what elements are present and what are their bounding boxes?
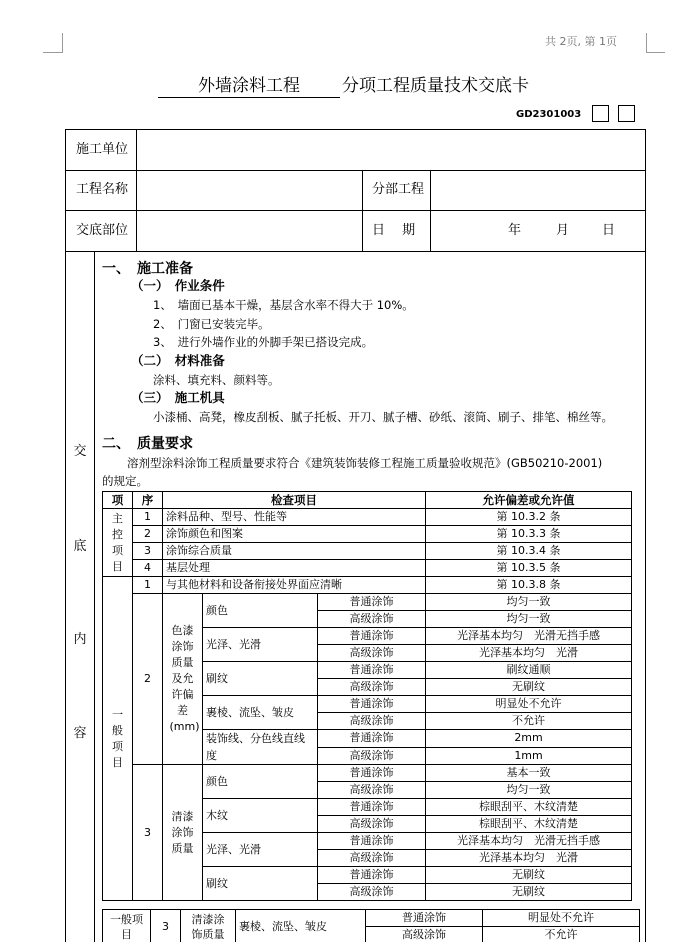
subsection-heading: （二） 材料准备 <box>131 353 225 368</box>
grade-cell: 普通涂饰 <box>318 696 426 713</box>
col-divider <box>430 170 431 251</box>
crop-mark-left-v <box>62 33 63 53</box>
item-cell: 与其他材料和设备衔接处界面应清晰 <box>163 577 426 594</box>
list-item: 1、 墙面已基本干燥，基层含水率不得大于 10%。 <box>153 298 414 312</box>
grade-cell: 高级涂饰 <box>318 713 426 730</box>
value-cell: 明显处不允许 <box>426 696 632 713</box>
main-control-label: 主控项目 <box>103 509 133 577</box>
general-label: 一般项目 <box>103 577 133 901</box>
seq-cell: 2 <box>133 526 163 543</box>
grade-cell: 普通涂饰 <box>318 730 426 748</box>
project-label: 工程名称 <box>76 182 129 197</box>
seq-cell: 1 <box>133 509 163 526</box>
table-row <box>103 509 632 526</box>
item-name-cell: 颜色 <box>203 594 318 628</box>
table-row <box>103 910 640 927</box>
table-row <box>103 577 632 594</box>
grade-cell: 普通涂饰 <box>318 833 426 850</box>
location-label: 交底部位 <box>76 223 129 238</box>
crop-mark-left-h <box>43 52 62 53</box>
document-title <box>0 76 694 98</box>
grade-cell: 高级涂饰 <box>318 782 426 799</box>
table-row <box>103 765 632 782</box>
list-item: 2、 门窗已安装完毕。 <box>153 317 270 331</box>
side-label-char: 交 <box>73 444 87 459</box>
grade-cell: 普通涂饰 <box>318 867 426 884</box>
table-row <box>103 560 632 577</box>
seq-cell: 3 <box>133 543 163 560</box>
side-label-char: 内 <box>73 632 87 647</box>
value-cell: 1mm <box>426 747 632 765</box>
group-label: 清漆涂饰质量 <box>163 765 203 901</box>
row-divider <box>65 251 646 252</box>
paragraph: 的规定。 <box>102 474 148 488</box>
header-item: 项 <box>103 492 133 509</box>
item-name-cell: 裹棱、流坠、皱皮 <box>203 696 318 730</box>
seq-cell: 2 <box>133 594 163 765</box>
item-name-cell: 光泽、光滑 <box>203 628 318 662</box>
side-divider <box>94 251 95 942</box>
group-label: 色漆涂饰质量及允许偏差(mm) <box>163 594 203 765</box>
value-cell: 光泽基本均匀 光滑无挡手感 <box>426 833 632 850</box>
col-divider <box>136 129 137 251</box>
tail-label: 一般项目 <box>103 910 151 942</box>
date-month: 月 <box>556 223 570 238</box>
side-label-char: 底 <box>73 539 87 554</box>
header-check: 检查项目 <box>163 492 426 509</box>
item-cell: 涂料品种、型号、性能等 <box>163 509 426 526</box>
seq-cell: 3 <box>151 910 181 942</box>
item-name-cell: 裹棱、流坠、皱皮 <box>236 910 366 942</box>
table-row <box>103 526 632 543</box>
value-cell: 第 10.3.5 条 <box>426 560 632 577</box>
grade-cell: 普通涂饰 <box>318 799 426 816</box>
value-cell: 第 10.3.3 条 <box>426 526 632 543</box>
item-cell: 基层处理 <box>163 560 426 577</box>
value-cell: 均匀一致 <box>426 611 632 628</box>
grade-cell: 高级涂饰 <box>318 679 426 696</box>
subproject-label: 分部工程 <box>372 182 425 197</box>
value-cell: 均匀一致 <box>426 594 632 611</box>
paragraph: 溶剂型涂料涂饰工程质量要求符合《建筑装饰装修工程施工质量验收规范》(GB50210-2001) <box>127 456 603 470</box>
subsection-heading: （三） 施工机具 <box>131 390 225 405</box>
item-name-cell: 刷纹 <box>203 867 318 901</box>
item-name-cell: 刷纹 <box>203 662 318 696</box>
header-allow: 允许偏差或允许值 <box>426 492 632 509</box>
value-cell: 第 10.3.4 条 <box>426 543 632 560</box>
item-cell: 涂饰综合质量 <box>163 543 426 560</box>
list-item: 3、 进行外墙作业的外脚手架已搭设完成。 <box>153 335 374 349</box>
unit-label: 施工单位 <box>76 142 129 157</box>
side-label-char: 容 <box>73 726 87 741</box>
section-heading: 二、 质量要求 <box>102 436 193 452</box>
crop-mark-right-v <box>646 33 647 53</box>
subsection-heading: （一） 作业条件 <box>131 278 225 293</box>
value-cell: 均匀一致 <box>426 782 632 799</box>
grade-cell: 高级涂饰 <box>318 850 426 867</box>
date-year: 年 <box>508 223 522 238</box>
grade-cell: 高级涂饰 <box>366 927 483 942</box>
grade-cell: 高级涂饰 <box>318 747 426 765</box>
grade-cell: 普通涂饰 <box>318 594 426 611</box>
value-cell: 不允许 <box>483 927 640 942</box>
date-day: 日 <box>602 223 616 238</box>
form-code: GD2301003 <box>516 109 582 120</box>
grade-cell: 普通涂饰 <box>366 910 483 927</box>
title-project-name: 外墙涂料工程 <box>158 76 340 98</box>
date-label: 日 期 <box>372 223 416 238</box>
value-cell: 光泽基本均匀 光滑无挡手感 <box>426 628 632 645</box>
grade-cell: 高级涂饰 <box>318 645 426 662</box>
paragraph: 涂料、填充料、颜料等。 <box>153 373 280 387</box>
grade-cell: 高级涂饰 <box>318 884 426 901</box>
value-cell: 棕眼刮平、木纹清楚 <box>426 799 632 816</box>
paragraph: 小漆桶、高凳，橡皮刮板、腻子托板、开刀、腻子槽、砂纸、滚筒、刷子、排笔、棉丝等。 <box>153 410 613 424</box>
table-row <box>103 543 632 560</box>
value-cell: 无刷纹 <box>426 679 632 696</box>
value-cell: 第 10.3.8 条 <box>426 577 632 594</box>
col-divider <box>362 170 363 251</box>
table-header-row <box>103 492 632 509</box>
item-name-cell: 装饰线、分色线直线度 <box>203 730 318 765</box>
checkbox-1[interactable] <box>592 105 609 122</box>
header-seq: 序 <box>133 492 163 509</box>
page-indicator: 共 2页, 第 1页 <box>545 35 617 48</box>
table-row <box>103 594 632 611</box>
item-name-cell: 木纹 <box>203 799 318 833</box>
section-heading: 一、 施工准备 <box>102 261 193 277</box>
grade-cell: 普通涂饰 <box>318 765 426 782</box>
grade-cell: 普通涂饰 <box>318 662 426 679</box>
value-cell: 无刷纹 <box>426 884 632 901</box>
group-label: 清漆涂饰质量 <box>181 910 236 942</box>
crop-mark-right-h <box>646 52 665 53</box>
item-name-cell: 光泽、光滑 <box>203 833 318 867</box>
value-cell: 明显处不允许 <box>483 910 640 927</box>
value-cell: 第 10.3.2 条 <box>426 509 632 526</box>
quality-table <box>102 491 632 901</box>
seq-cell: 3 <box>133 765 163 901</box>
value-cell: 刷纹通顺 <box>426 662 632 679</box>
grade-cell: 普通涂饰 <box>318 628 426 645</box>
grade-cell: 高级涂饰 <box>318 816 426 833</box>
row-divider <box>65 170 646 171</box>
seq-cell: 1 <box>133 577 163 594</box>
item-cell: 涂饰颜色和图案 <box>163 526 426 543</box>
row-divider <box>65 210 646 211</box>
value-cell: 基本一致 <box>426 765 632 782</box>
value-cell: 2mm <box>426 730 632 748</box>
value-cell: 光泽基本均匀 光滑 <box>426 850 632 867</box>
item-name-cell: 颜色 <box>203 765 318 799</box>
checkbox-2[interactable] <box>618 105 635 122</box>
value-cell: 光泽基本均匀 光滑 <box>426 645 632 662</box>
continuation-table <box>102 909 640 942</box>
value-cell: 无刷纹 <box>426 867 632 884</box>
grade-cell: 高级涂饰 <box>318 611 426 628</box>
value-cell: 棕眼刮平、木纹清楚 <box>426 816 632 833</box>
title-suffix: 分项工程质量技术交底卡 <box>342 76 529 96</box>
seq-cell: 4 <box>133 560 163 577</box>
value-cell: 不允许 <box>426 713 632 730</box>
